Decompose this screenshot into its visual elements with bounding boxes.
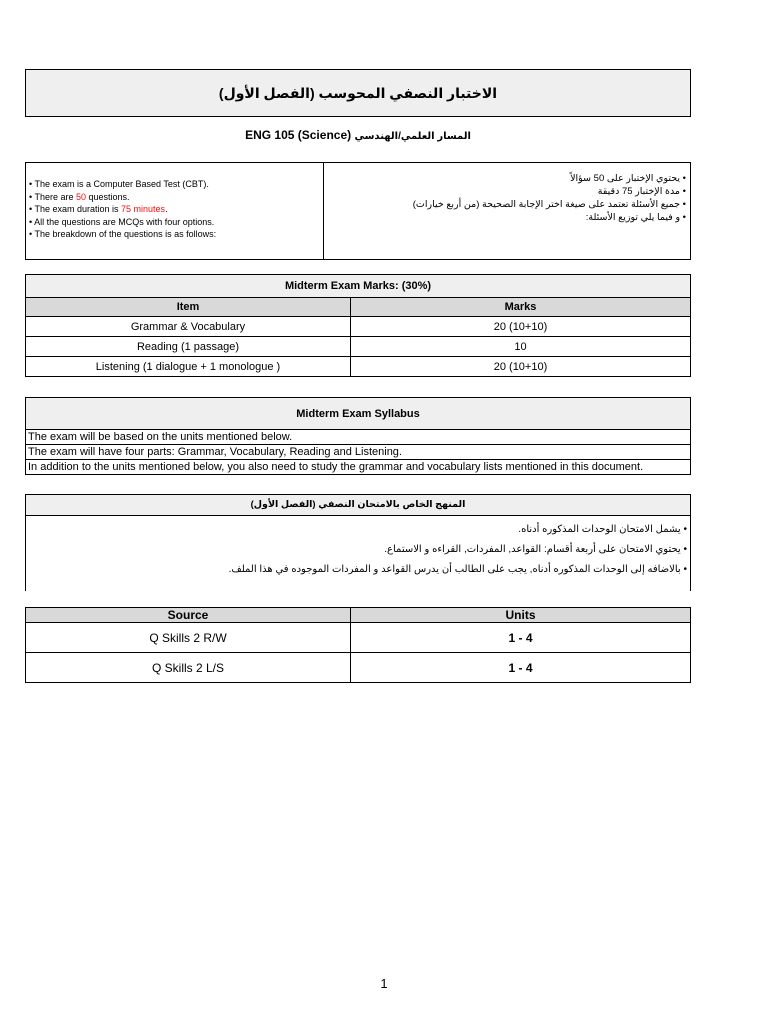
- arabic-syllabus-line: • يحتوي الامتحان على أربعة أقسام: القواعد, المفردات, القراءه و الاستماع.: [384, 544, 687, 555]
- question-count: 50: [76, 191, 87, 202]
- column-header-marks: Marks: [351, 298, 691, 317]
- table-cell: Reading (1 passage): [26, 337, 351, 357]
- page-title-box: [25, 69, 691, 117]
- arabic-syllabus-line: • بالاضافه إلى الوحدات المذكوره أدناه, يجب على الطالب أن يدرس القواعد و المفردات الموجوده في هذا الملف.: [228, 564, 687, 575]
- table-cell: 20 (10+10): [351, 357, 691, 377]
- table-cell: Q Skills 2 R/W: [26, 623, 351, 653]
- column-header-units: Units: [351, 608, 691, 623]
- syllabus-title: Midterm Exam Syllabus: [26, 398, 691, 430]
- syllabus-line: The exam will be based on the units mentioned below.: [26, 430, 691, 445]
- arabic-syllabus-line: • يشمل الامتحان الوحدات المذكوره أدناه.: [518, 524, 687, 535]
- syllabus-line: The exam will have four parts: Grammar, Vocabulary, Reading and Listening.: [26, 445, 691, 460]
- exam-info-arabic: [324, 163, 690, 259]
- page-number: 1: [380, 976, 388, 991]
- info-line-ar: • يحتوي الإختبار على 50 سؤالاً: [570, 173, 686, 184]
- info-line-ar: • مدة الإختبار 75 دقيقة: [597, 186, 686, 197]
- table-cell: 10: [351, 337, 691, 357]
- source-table: [25, 607, 691, 683]
- marks-table-title: Midterm Exam Marks: (30%): [26, 275, 691, 298]
- exam-info-box: [25, 162, 691, 260]
- arabic-syllabus-body: [25, 516, 691, 591]
- table-row: [26, 337, 691, 357]
- table-row: [26, 623, 691, 653]
- arabic-syllabus-title: المنهج الخاص بالامتحان النصفي (الفصل الأول): [25, 494, 691, 516]
- table-cell: Grammar & Vocabulary: [26, 317, 351, 337]
- info-line-ar: • و فيما يلي توزيع الأسئلة:: [585, 212, 686, 223]
- course-track: المسار العلمي/الهندسي: [354, 131, 471, 142]
- info-line-ar: • جميع الأسئلة تعتمد على صيغة اختر الإجابة الصحيحة (من أربع خيارات): [412, 199, 686, 210]
- syllabus-table: [25, 397, 691, 475]
- info-line: • The breakdown of the questions is as follows:: [29, 229, 217, 239]
- exam-duration: 75 minutes: [121, 204, 166, 214]
- table-row: [26, 357, 691, 377]
- column-header-item: Item: [26, 298, 351, 317]
- info-line: • The exam is a Computer Based Test (CBT).: [29, 179, 209, 189]
- page-title: الاختبار النصفي المحوسب (الفصل الأول): [218, 84, 498, 101]
- table-cell: 1 - 4: [351, 653, 691, 683]
- syllabus-line: In addition to the units mentioned below, you also need to study the grammar and vocabulary lists mentioned in this document.: [26, 460, 691, 475]
- table-cell: 20 (10+10): [351, 317, 691, 337]
- table-row: [26, 653, 691, 683]
- table-row: [26, 317, 691, 337]
- exam-info-english: [26, 163, 324, 259]
- info-line: • There are 50 questions.: [29, 191, 130, 202]
- course-code: ENG 105 (Science): [245, 128, 352, 142]
- table-cell: Q Skills 2 L/S: [26, 653, 351, 683]
- table-cell: 1 - 4: [351, 623, 691, 653]
- marks-table: [25, 274, 691, 377]
- arabic-syllabus-section: [25, 494, 691, 590]
- info-line: • All the questions are MCQs with four options.: [29, 216, 215, 227]
- info-line: • The exam duration is 75 minutes.: [29, 204, 168, 214]
- column-header-source: Source: [26, 608, 351, 623]
- course-subtitle: [25, 128, 691, 142]
- table-cell: Listening (1 dialogue + 1 monologue ): [26, 357, 351, 377]
